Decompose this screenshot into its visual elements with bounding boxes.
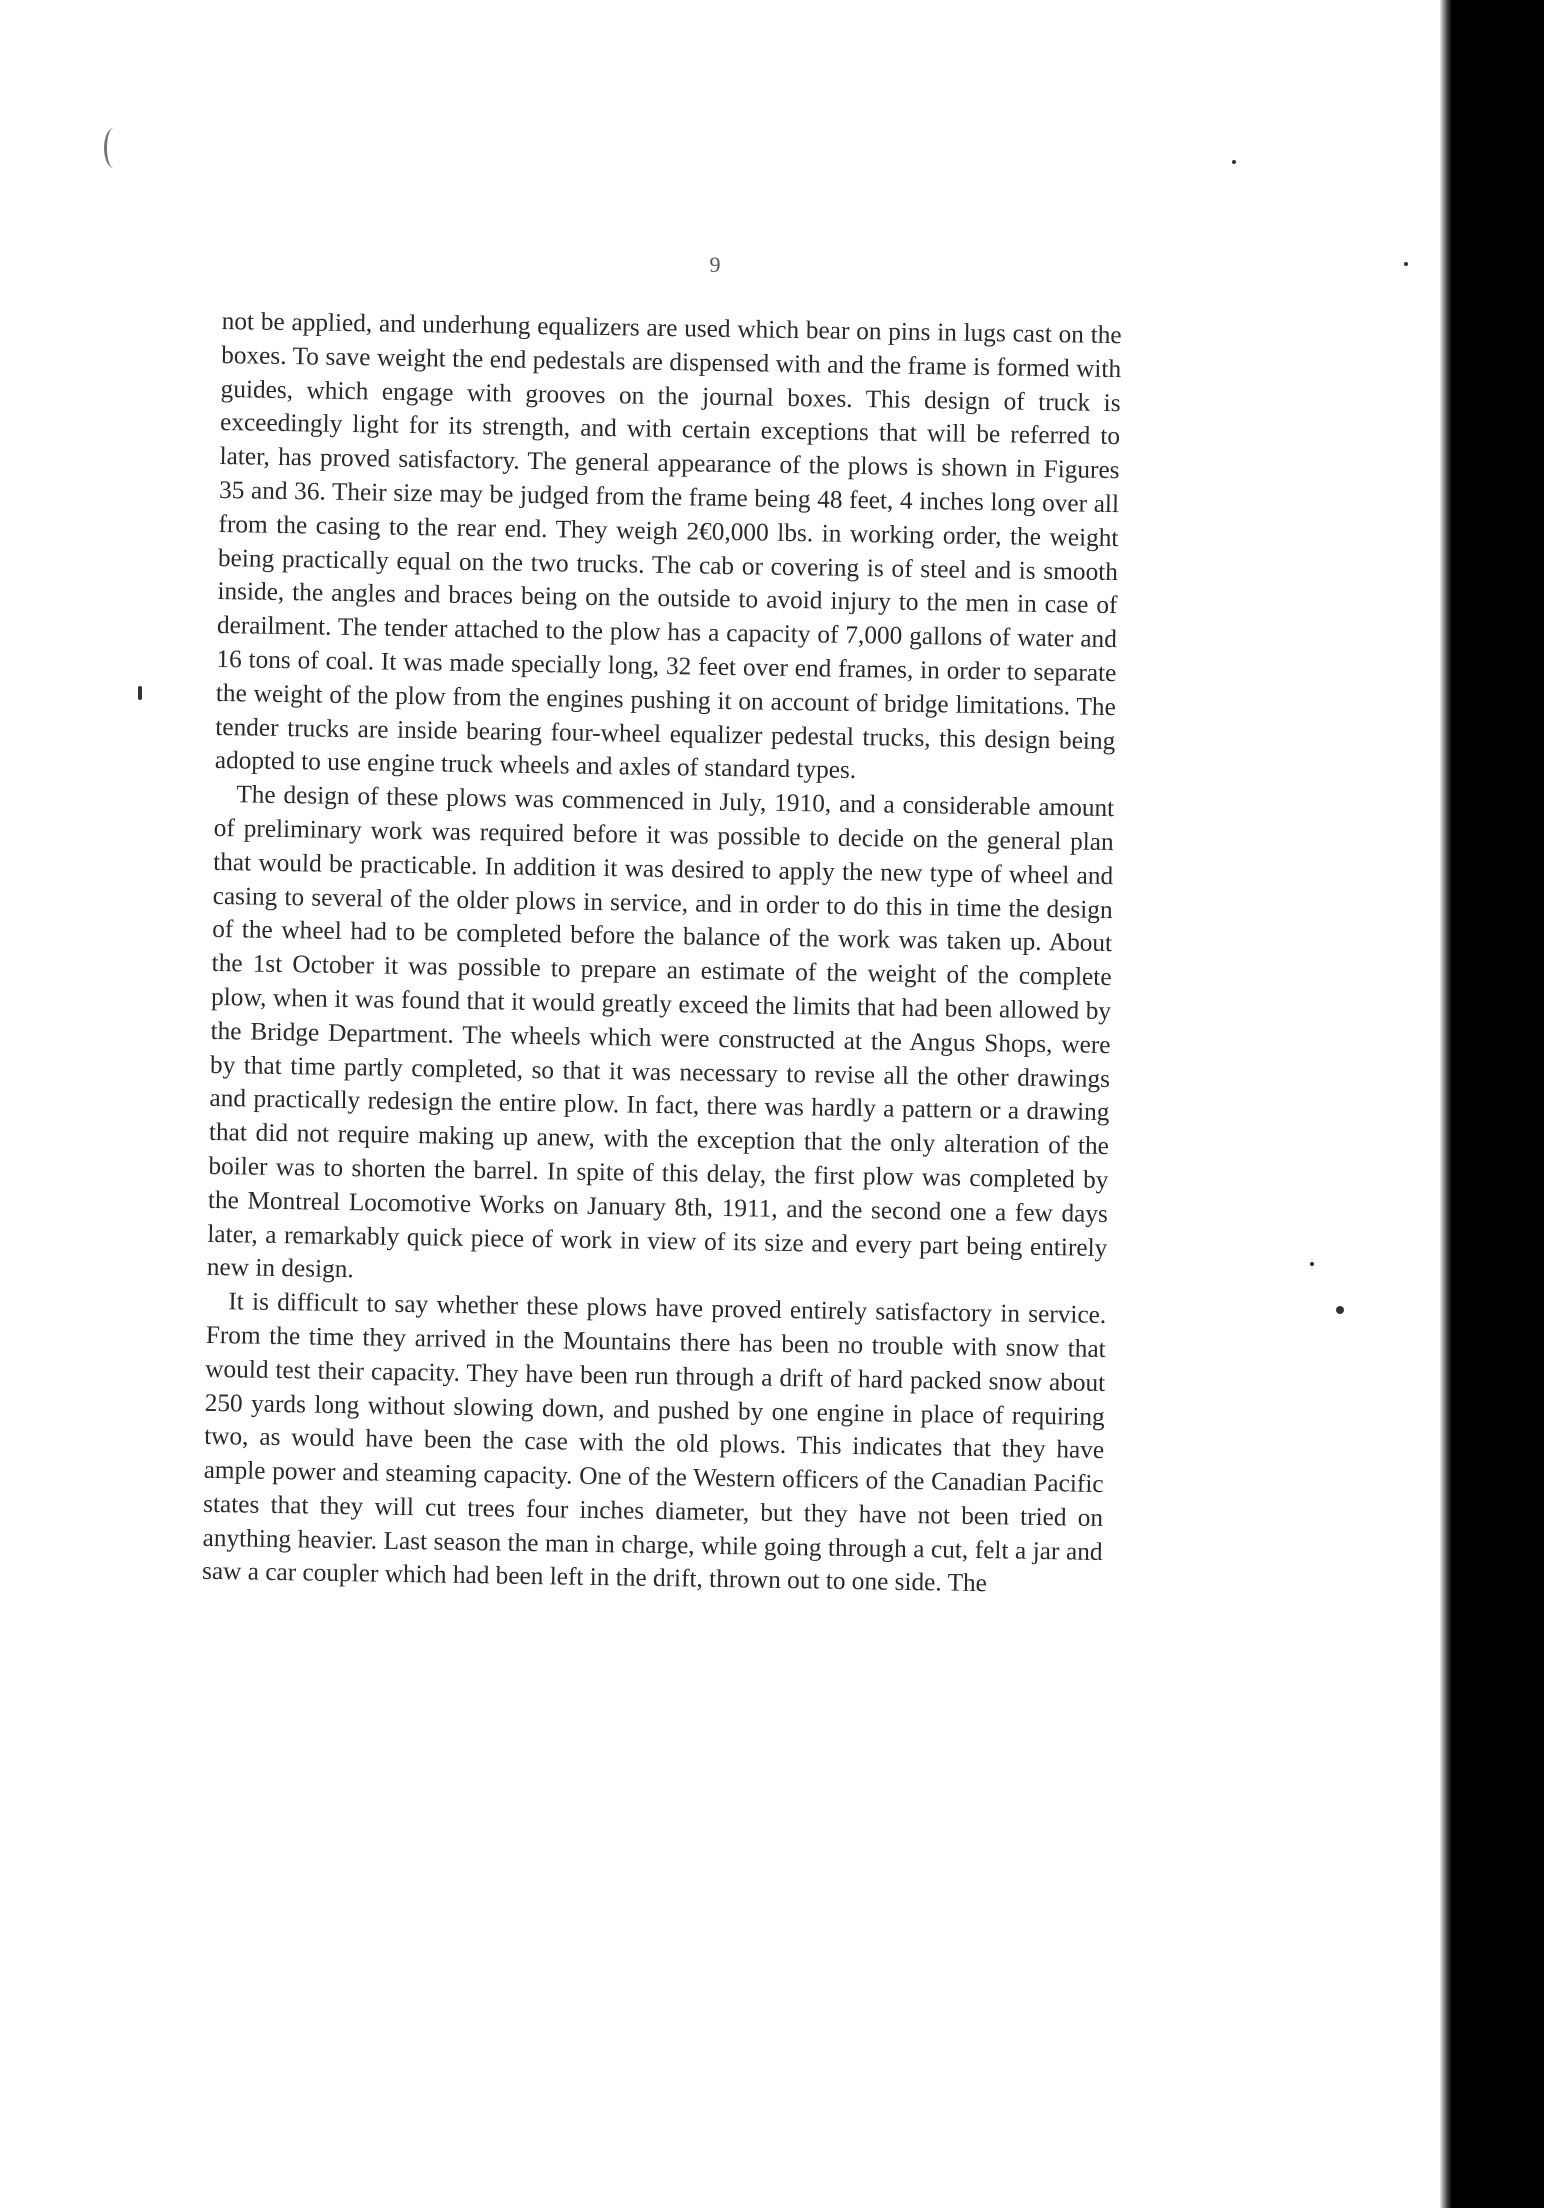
scan-speck [1232, 160, 1236, 164]
scan-margin-mark [104, 128, 123, 168]
scan-speck [1404, 262, 1408, 266]
page-number: 9 [709, 252, 721, 277]
paragraph-3: It is difficult to say whether these plows have proved entirely satisfactory in service. From the time they arrived in the Mountains there has been no trouble with snow that would test their capacity. They have been run through a drift of hard packed snow about 250 yards long without slowing down, and pushed by one engine in place of requiring two, as would have been the case with the old plows. This indicates that they have ample power and steaming capacity. One of the Western officers of the Canadian Pacific states that they will cut trees four inches diameter, but they have not been tried on anything heavier. Last season the man in charge, while going through a cut, felt a jar and saw a car coupler which had been left in the drift, thrown out to one side. The [201, 1287, 1107, 1598]
scan-speck [138, 686, 142, 700]
scan-speck [1310, 1262, 1314, 1266]
scan-speck [1336, 1306, 1344, 1314]
paragraph-1: not be applied, and underhung equalizers are used which bear on pins in lugs cast on the boxes. To save weight the end pedestals are dispensed with and the frame is formed with guides, which engage with grooves on the journal boxes. This design of truck is exceedingly light for its strength, and with certain exceptions that will be referred to later, has proved satisfactory. The general appearance of the plows is shown in Figures 35 and 36. Their size may be judged from the frame being 48 feet, 4 inches long over all from the casing to the rear end. They weigh 2€0,000 lbs. in working order, the weight being practically equal on the two trucks. The cab or covering is of steel and is smooth inside, the angles and braces being on the outside to avoid injury to the men in case of derailment. The tender attached to the plow has a capacity of 7,000 gallons of water and 16 tons of coal. It was made specially long, 32 feet over end frames, in order to separate the weight of the plow from the engines pushing it on account of bridge limitations. The tender trucks are inside bearing four-wheel equalizer pedestal trucks, this design being adopted to use engine truck wheels and axles of standard types. [214, 306, 1122, 785]
paragraph-2: The design of these plows was commenced in July, 1910, and a considerable amount of preliminary work was required before it was possible to decide on the general plan that would be practicable. In addition it was desired to apply the new type of wheel and casing to several of the older plows in service, and in order to do this in time the design of the wheel had to be completed before the balance of the work was taken up. About the 1st October it was possible to prepare an estimate of the weight of the complete plow, when it was found that it would greatly exceed the limits that had been allowed by the Bridge Department. The wheels which were constructed at the Angus Shops, were by that time partly completed, so that it was necessary to revise all the other drawings and practically redesign the entire plow. In fact, there was hardly a pattern or a drawing that did not require making up anew, with the exception that the only alteration of the boiler was to shorten the barrel. In spite of this delay, the first plow was completed by the Montreal Locomotive Works on January 8th, 1911, and the second one a few days later, a remarkably quick piece of work in view of its size and every part being entirely new in design. [206, 780, 1115, 1284]
body-text [202, 305, 1122, 1603]
scan-page-edge [1440, 0, 1452, 2208]
